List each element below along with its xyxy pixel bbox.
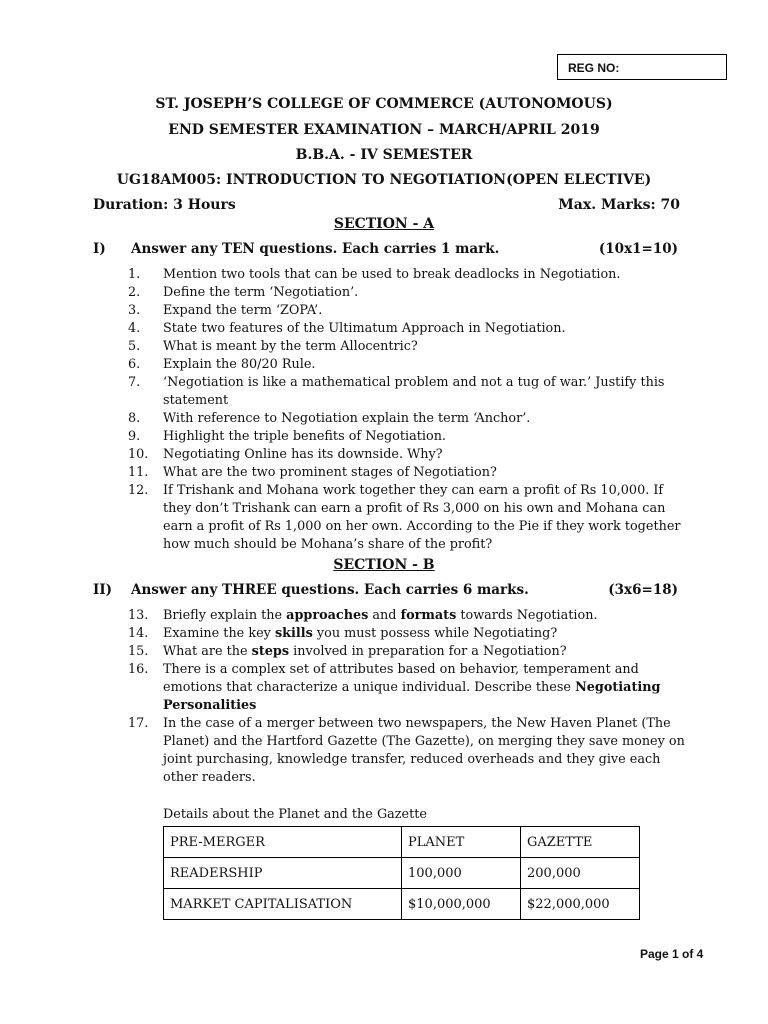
question-item xyxy=(128,356,688,374)
question-text: Negotiating Online has its downside. Why? xyxy=(163,447,443,462)
question-text: In the case of a merger between two newspapers, the New Haven Planet (The Planet) and the Hartford Gazette (The Gazette), on merging they save money on joint purchasing, knowledge transfer, reduced overheads and they give each other readers. xyxy=(163,716,685,785)
section-a-title: SECTION - A xyxy=(333,216,435,232)
question-text: Expand the term ‘ZOPA’. xyxy=(163,303,323,318)
duration: Duration: 3 Hours xyxy=(93,197,236,213)
question-number: 2. xyxy=(128,285,141,300)
question-item xyxy=(128,715,688,787)
table-header-cell: PRE-MERGER xyxy=(164,827,402,858)
merger-data-table xyxy=(163,826,640,920)
question-item xyxy=(128,464,688,482)
section-b-roman: II) xyxy=(93,582,113,598)
section-a-instruction: Answer any TEN questions. Each carries 1 mark. xyxy=(131,241,500,257)
question-item xyxy=(128,428,688,446)
table-cell: $10,000,000 xyxy=(402,889,521,920)
question-number: 4. xyxy=(128,321,141,336)
reg-no-box xyxy=(557,54,727,80)
question-text: What are the two prominent stages of Negotiation? xyxy=(163,465,497,480)
table-cell: MARKET CAPITALISATION xyxy=(164,889,402,920)
question-item xyxy=(128,374,688,410)
question-text: State two features of the Ultimatum Approach in Negotiation. xyxy=(163,321,566,336)
table-header-cell: PLANET xyxy=(402,827,521,858)
question-item xyxy=(128,482,688,554)
question-item xyxy=(128,302,688,320)
table-cell: 200,000 xyxy=(521,858,640,889)
table-row xyxy=(164,858,640,889)
section-a-roman: I) xyxy=(93,241,106,257)
question-text: ‘Negotiation is like a mathematical problem and not a tug of war.’ Justify this statement xyxy=(163,375,665,408)
section-b-instruction-row xyxy=(93,582,678,598)
question-item xyxy=(128,338,688,356)
course-title: UG18AM005: INTRODUCTION TO NEGOTIATION(OPEN ELECTIVE) xyxy=(116,172,652,188)
question-item xyxy=(128,266,688,284)
section-a-instruction-row xyxy=(93,241,678,257)
question-text: Define the term ‘Negotiation’. xyxy=(163,285,359,300)
section-b-questions xyxy=(128,607,688,787)
question-item xyxy=(128,643,688,661)
question-number: 17. xyxy=(128,716,149,731)
question-item xyxy=(128,661,688,715)
question-item xyxy=(128,410,688,428)
question-item xyxy=(128,284,688,302)
question-item xyxy=(128,320,688,338)
table-header-row xyxy=(164,827,640,858)
question-number: 14. xyxy=(128,626,149,641)
table-cell: $22,000,000 xyxy=(521,889,640,920)
question-number: 5. xyxy=(128,339,141,354)
question-item xyxy=(128,446,688,464)
table-cell: 100,000 xyxy=(402,858,521,889)
question-number: 11. xyxy=(128,465,149,480)
question-number: 8. xyxy=(128,411,141,426)
question-number: 16. xyxy=(128,662,149,677)
question-text: What are the steps involved in preparation for a Negotiation? xyxy=(163,644,567,659)
question-text: There is a complex set of attributes based on behavior, temperament and emotions that characterize a unique individual. Describe these Negotiating Personalities xyxy=(163,662,661,713)
question-text: Highlight the triple benefits of Negotiation. xyxy=(163,429,446,444)
reg-no-label: REG NO: xyxy=(568,61,620,75)
section-a-questions xyxy=(128,266,688,554)
question-number: 6. xyxy=(128,357,141,372)
question-text: If Trishank and Mohana work together they can earn a profit of Rs 10,000. If they don’t Trishank can earn a profit of Rs 3,000 on his own and Mohana can earn a profit of Rs 1,000 on her own. According to the Pie if they work together how much should be Mohana’s share of the profit? xyxy=(163,483,681,552)
section-b-instruction: Answer any THREE questions. Each carries 6 marks. xyxy=(131,582,529,598)
table-header-cell: GAZETTE xyxy=(521,827,640,858)
question-text: Briefly explain the approaches and formats towards Negotiation. xyxy=(163,608,598,623)
question-item xyxy=(128,607,688,625)
question-item xyxy=(128,625,688,643)
question-text: Mention two tools that can be used to break deadlocks in Negotiation. xyxy=(163,267,621,282)
question-text: Explain the 80/20 Rule. xyxy=(163,357,316,372)
question-number: 9. xyxy=(128,429,141,444)
question-number: 15. xyxy=(128,644,149,659)
question-text: What is meant by the term Allocentric? xyxy=(163,339,418,354)
table-caption: Details about the Planet and the Gazette xyxy=(163,807,427,822)
question-text: Examine the key skills you must possess while Negotiating? xyxy=(163,626,558,641)
question-number: 12. xyxy=(128,483,149,498)
section-a-marks: (10x1=10) xyxy=(598,241,678,257)
exam-title: END SEMESTER EXAMINATION – MARCH/APRIL 2019 xyxy=(168,122,600,138)
section-b-title: SECTION - B xyxy=(333,557,435,573)
program-name: B.B.A. - IV SEMESTER xyxy=(295,147,473,163)
table-row xyxy=(164,889,640,920)
question-text: With reference to Negotiation explain the term ‘Anchor’. xyxy=(163,411,531,426)
question-number: 13. xyxy=(128,608,149,623)
section-b-marks: (3x6=18) xyxy=(608,582,678,598)
question-number: 7. xyxy=(128,375,141,390)
college-name: ST. JOSEPH’S COLLEGE OF COMMERCE (AUTONOMOUS) xyxy=(155,96,613,112)
question-number: 1. xyxy=(128,267,141,282)
table-cell: READERSHIP xyxy=(164,858,402,889)
question-number: 10. xyxy=(128,447,149,462)
question-number: 3. xyxy=(128,303,141,318)
page-number: Page 1 of 4 xyxy=(640,947,704,961)
max-marks: Max. Marks: 70 xyxy=(558,197,680,213)
